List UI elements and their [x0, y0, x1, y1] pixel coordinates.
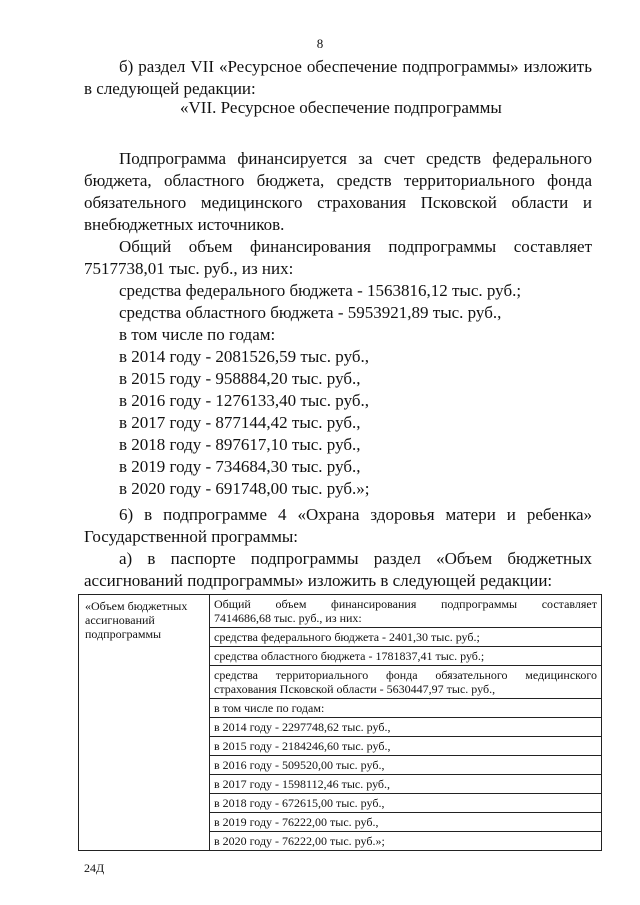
- funding-line: в 2019 году - 734684,30 тыс. руб.,: [119, 457, 361, 476]
- funding-line: в 2016 году - 1276133,40 тыс. руб.,: [119, 391, 369, 410]
- paragraph-passport-instruction: [84, 548, 592, 592]
- text-line: Общий объем финансирования подпрограммы составляет: [119, 237, 592, 256]
- text-line: в следующей редакции:: [84, 79, 256, 98]
- table-content-cell: [210, 595, 602, 851]
- paragraph-section-vii-intro: [84, 56, 592, 100]
- section-heading: «VII. Ресурсное обеспечение подпрограммы: [180, 98, 502, 117]
- paragraph-subprogram-4: [84, 504, 592, 548]
- footer-code: 24Д: [84, 861, 105, 875]
- text-line: 6) в подпрограмме 4 «Охрана здоровья матери и ребенка»: [119, 505, 592, 524]
- table-line: в 2015 году - 2184246,60 тыс. руб.,: [210, 737, 601, 756]
- funding-line: в 2014 году - 2081526,59 тыс. руб.,: [119, 347, 369, 366]
- funding-line: в 2017 году - 877144,42 тыс. руб.,: [119, 413, 361, 432]
- table-line: в 2020 году - 76222,00 тыс. руб.»;: [214, 834, 385, 848]
- funding-line: средства областного бюджета - 5953921,89 тыс. руб.,: [119, 303, 502, 322]
- funding-line: в 2020 году - 691748,00 тыс. руб.»;: [119, 479, 370, 498]
- table-line: в 2017 году - 1598112,46 тыс. руб.,: [210, 775, 601, 794]
- text-line: а) в паспорте подпрограммы раздел «Объем бюджетных: [119, 549, 592, 568]
- text-line: Подпрограмма финансируется за счет средств федерального: [119, 149, 592, 168]
- table-line: в 2014 году - 2297748,62 тыс. руб.,: [210, 718, 601, 737]
- text-line: бюджета, областного бюджета, средств территориального фонда: [84, 171, 592, 190]
- table-line: средства территориального фонда обязательного медицинского страхования Псковской области - 5630447,97 тыс. руб.,: [210, 666, 601, 699]
- table-line: в 2019 году - 76222,00 тыс. руб.,: [210, 813, 601, 832]
- text-line: обязательного медицинского страхования Псковской области и: [84, 193, 592, 212]
- text-line: б) раздел VII «Ресурсное обеспечение подпрограммы» изложить: [119, 57, 592, 76]
- table-line: в 2018 году - 672615,00 тыс. руб.,: [210, 794, 601, 813]
- paragraph-financing-sources: [84, 148, 592, 236]
- table-line: в 2016 году - 509520,00 тыс. руб.,: [210, 756, 601, 775]
- text-line: 7517738,01 тыс. руб., из них:: [84, 259, 294, 278]
- table-line: Общий объем финансирования подпрограммы составляет 7414686,68 тыс. руб., из них:: [210, 595, 601, 628]
- funding-line: в 2015 году - 958884,20 тыс. руб.,: [119, 369, 361, 388]
- text-line: ассигнований подпрограммы» изложить в следующей редакции:: [84, 571, 553, 590]
- text-line: внебюджетных источников.: [84, 215, 285, 234]
- text-line: Государственной программы:: [84, 527, 298, 546]
- paragraph-total-financing: [84, 236, 592, 280]
- table-line: средства федерального бюджета - 2401,30 тыс. руб.;: [210, 628, 601, 647]
- table-line: средства областного бюджета - 1781837,41 тыс. руб.;: [210, 647, 601, 666]
- page-number: 8: [316, 36, 324, 51]
- table-line: в том числе по годам:: [210, 699, 601, 718]
- funding-line: средства федерального бюджета - 1563816,12 тыс. руб.;: [119, 281, 522, 300]
- budget-allocation-table: [78, 594, 602, 851]
- table-label-cell: «Объем бюджетных ассигнований подпрограммы: [79, 595, 210, 851]
- funding-line: в том числе по годам:: [119, 325, 276, 344]
- funding-line: в 2018 году - 897617,10 тыс. руб.,: [119, 435, 361, 454]
